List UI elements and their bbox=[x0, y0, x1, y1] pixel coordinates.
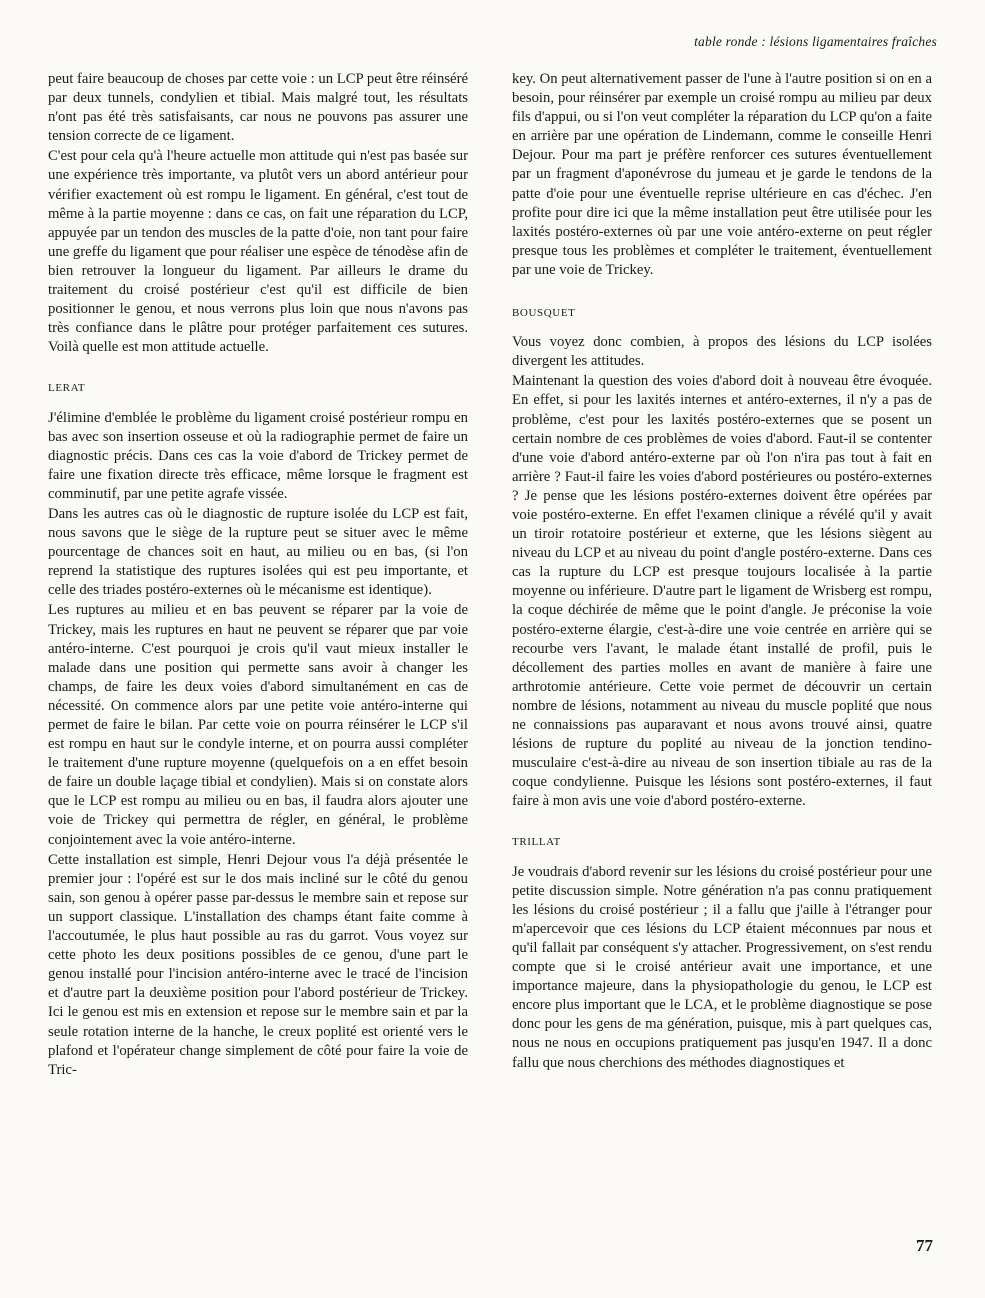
speaker-heading-lerat: LERAT bbox=[48, 382, 86, 395]
speaker-heading-bousquet: BOUSQUET bbox=[512, 307, 576, 320]
running-head: table ronde : lésions ligamentaires fraîches bbox=[694, 34, 937, 49]
paragraph: Maintenant la question des voies d'abord doit à nouveau être évoquée. En effet, si pour les laxités internes et antéro-externes, il n'y a pas de problème, c'est pour les laxités postéro-externes que se posent un certain nombre de ces problèmes de voies d'abord. Faut-il se contenter d'une voie d'abord antéro-externe par où l'on n'ira pas tout à fait en arrière ? Faut-il faire les voies d'abord postérieures ou postéro-externes ? Je pense que les lésions postéro-externes doivent être opérées par voie postéro-externe. En effet l'examen clinique a révélé qu'il y avait un tiroir rotatoire postérieur et externe, que les lésions siègent au niveau du LCP et au niveau du point d'angle postéro-externe. Dans ces cas la rupture du LCP est presque toujours localisée à la partie moyenne ou inférieure. D'autre part le ligament de Wrisberg est rompu, la coque déchirée de même que le point d'angle. Je préconise la voie postéro-externe élargie, c'est-à-dire une voie centrée en arrière qui se recourbe vers l'avant, le malade étant installé de profil, puis le décollement des parties molles en avant de manière à faire une arthrotomie antérieure. Cette voie permet de découvrir un certain nombre de lésions, notamment au niveau du muscle poplité que nous ne connaissions pas auparavant et nous avons trouvé ainsi, quatre lésions de rupture du poplité au niveau de la jonction tendino-musculaire c'est-à-dire au niveau de son insertion tibiale au ras de la coque condylienne. Puisque les lésions sont postéro-externes, il faut faire à mon avis une voie d'abord postéro-externe. bbox=[512, 373, 932, 810]
paragraph: Je voudrais d'abord revenir sur les lésions du croisé postérieur pour une petite discussion simple. Notre génération n'a pas connu pratiquement les lésions du croisé postérieur ; il a fallu que j'aille à l'étranger pour m'apercevoir que ces lésions du LCP étaient méconnues par nous et qu'il fallait par conséquent s'y attacher. Progressivement, on s'est rendu compte que si le croisé antérieur avait une importance, et une importance majeure, dans la physiopathologie du genou, le LCP est encore plus important que le LCA, et le problème diagnostique se pose donc pour les gens de ma génération, puisque, mis à part quelques cas, nous ne nous en occupions pratiquement pas jusqu'en 1947. Il a donc fallu que nous cherchions des méthodes diagnostiques et bbox=[512, 863, 932, 1071]
right-column bbox=[512, 70, 932, 1074]
paragraph: Les ruptures au milieu et en bas peuvent se réparer par la voie de Trickey, mais les ruptures en haut ne peuvent se réparer que par voie antéro-interne. C'est pourquoi je crois qu'il vaut mieux installer le malade dans une position qui permette sans avoir à changer les champs, de faire les deux voies d'abord simultanément en cas de nécessité. On commence alors par une petite voie antéro-interne qui permet de faire le bilan. Par cette voie on pourra réinsérer le LCP s'il est rompu en haut sur le condyle interne, et on pourra aussi compléter le traitement d'une rupture moyenne (quelquefois on a en effet besoin de faire un double laçage tibial et condylien). Mais si on constate alors que le LCP est rompu au milieu ou en bas, il faudra alors ajouter une voie de Trickey qui permettra de régler, en général, le problème conjointement avec la voie antéro-interne. bbox=[48, 602, 468, 848]
paragraph: Cette installation est simple, Henri Dejour vous l'a déjà présentée le premier jour : l'opéré est sur le dos mais incliné sur le côté du genou sain, son genou à opérer passe par-dessus le membre sain et repose sur un support classique. L'installation des champs étant faite comme à l'accoutumée, le plus haut possible au ras du garrot. Vous voyez sur cette photo les deux positions possibles de ce genou, d'une part le genou installé pour l'incision antéro-interne avec le tracé de l'incision et d'autre part la deuxième position pour l'abord postérieur de Trickey. Ici le genou est mis en extension et repose sur le membre sain et par la seule rotation interne de la hanche, le creux poplité est orienté vers le plafond et l'opérateur change simplement de côté pour faire la voie de Tric- bbox=[48, 851, 468, 1078]
paragraph: peut faire beaucoup de choses par cette voie : un LCP peut être réinséré par deux tunnels, condylien et tibial. Mais malgré tout, les résultats n'ont pas été très satisfaisants, car nous ne pouvons pas assurer une tension correcte de ce ligament. bbox=[48, 71, 468, 145]
left-column bbox=[48, 70, 468, 1081]
paragraph: J'élimine d'emblée le problème du ligament croisé postérieur rompu en bas avec son insertion osseuse et où la radiographie permet de faire un diagnostic précis. Dans ces cas la voie d'abord de Trickey permet de faire une fixation directe très efficace, même lorsque le fragment est comminutif, par une petite agrafe vissée. bbox=[48, 409, 468, 502]
paragraph: C'est pour cela qu'à l'heure actuelle mon attitude qui n'est pas basée sur une expérience très importante, va plutôt vers un abord antérieur pour vérifier exactement où est rompu le ligament. En général, c'est tout de même à la partie moyenne : dans ce cas, on fait une réparation du LCP, appuyée par un tendon des muscles de la patte d'oie, non tant pour faire une greffe du ligament que pour réaliser une espèce de ténodèse afin de bien retrouver la longueur du ligament. Par ailleurs le drame du traitement du croisé postérieur c'est qu'il est difficile de bien positionner le genou, et nous verrons plus loin que nous n'avons pas très confiance dans le plâtre pour protéger parfaitement ces sutures. Voilà quelle est mon attitude actuelle. bbox=[48, 148, 468, 356]
paragraph: Dans les autres cas où le diagnostic de rupture isolée du LCP est fait, nous savons que le siège de la rupture peut se situer avec le même pourcentage de chances soit en haut, au milieu ou en bas, (si l'on reprend la statistique des ruptures isolées qui est peu importante, et celle des triades postéro-externes où le mécanisme est identique). bbox=[48, 505, 468, 599]
page-number: 77 bbox=[916, 1236, 933, 1255]
paragraph: Vous voyez donc combien, à propos des lésions du LCP isolées divergent les attitudes. bbox=[512, 334, 932, 370]
speaker-heading-trillat: TRILLAT bbox=[512, 836, 561, 849]
paragraph: key. On peut alternativement passer de l'une à l'autre position si on en a besoin, pour réinsérer par exemple un croisé rompu au milieu par deux fils d'appui, ou si l'on veut compléter la réparation du LCP qu'on a faite en arrière par une opération de Lindemann, comme le conseille Henri Dejour. Pour ma part je préfère renforcer ces sutures éventuellement par un fragment d'aponévrose du jumeau et je garde le tendons de la patte d'oie pour une éventuelle reprise ultérieure en cas d'échec. J'en profite pour dire ici que la même installation peut être utilisée pour les laxités postéro-externes où par une voie antéro-externe on peut régler presque tous les problèmes et compléter le traitement, éventuellement par une voie de Trickey. bbox=[512, 71, 932, 278]
